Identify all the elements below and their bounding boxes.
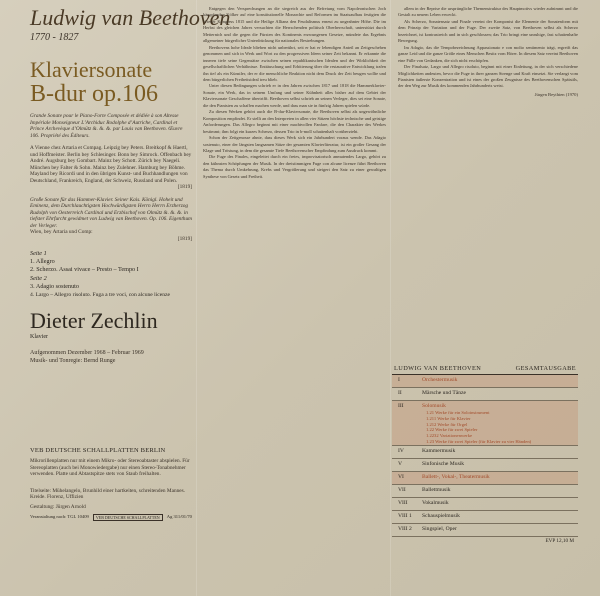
left-column <box>30 5 231 521</box>
complete-edition-row <box>392 446 578 459</box>
notes-paragraph: Beethovens hohe Ideale blieben nicht unberührt, seit er hat er lebendigen Anteil an Zeitgeschehen genommen und sich in Werk und Wort zu den progressiven Ideen seiner Zeit bekannt. Er erkannte die inneren tiefe seine Gegensätze zwischen seinen republikanischen Idealen und der Wirklichkeit der gesellschaftlichen Verhältnisse. Enttäuschung und Erbitterung über die restaurative Entwicklung trafen ihn tief als ein Künstler, der er die menschliche Reaktion nicht dem Druck der Zeit beugen wollte und dem bürgerlichen Freiheitsideal treu blieb. <box>203 44 386 82</box>
complete-edition-row <box>392 498 578 511</box>
series-number: V <box>398 460 403 467</box>
series-number: III <box>398 403 404 409</box>
series-subitem: 1.22 Werke für zwei Spieler <box>426 427 478 433</box>
licence-code: Veranstaltung nach: TGL 10409 <box>30 514 89 520</box>
second-edition-year: [1819] <box>177 235 192 242</box>
complete-edition-label: GESAMTAUSGABE <box>515 365 576 372</box>
series-subitem: 1.2232 Variationenwerke <box>426 433 473 439</box>
series-title: Sinfonische Musik <box>422 460 465 467</box>
series-title: Ballettmusik <box>422 486 451 493</box>
series-title-block <box>418 487 578 494</box>
movement-item: 1. Allegro <box>30 258 55 266</box>
complete-edition-row <box>392 485 578 498</box>
complete-edition-row <box>392 511 578 524</box>
first-edition-title: Grande Sonate pour le Piano-Forte Composée et dédiée à son Altesse Impériale Monseigneur L’Archiduc Rodolphe d’Autriche, Cardinal et Prince Archevèque d’Olmütz &. &. &. par Louis van Beethoven. Œuvre 106. Propriété des Éditeurs. <box>30 113 183 139</box>
complete-edition-header <box>392 365 578 375</box>
composer-dates: 1770 - 1827 <box>30 32 79 43</box>
liner-notes-column-1 <box>203 6 386 591</box>
design-credit: Gestaltung: Jürgen Arnold <box>30 503 86 510</box>
series-title: Solomusik <box>422 403 446 409</box>
performer-role: Klavier <box>30 334 48 341</box>
first-edition-year: [1819] <box>177 184 192 190</box>
series-subitem: 1.21 Werke für ein Soloinstrument <box>426 410 490 415</box>
series-number: II <box>398 390 402 396</box>
series-number: VIII 2 <box>398 525 412 532</box>
series-subitem: 1.212 Werke für Orgel <box>426 421 468 427</box>
notes-paragraph: Der Finalsatz, Largo und Allegro risoluto, beginnt mit einer Einleitung, in der sich verschiedene Möglichkeiten andeuten, bevor die Fuge in ihrer ganzen Strenge und Kraft einsetzt. Sie verlangt vom Pianisten äußerste Konzentration und ist eines der großen Zeugnisse des Beethovenschen Spätstils, der den Weg zur Musik des kommenden Jahrhunderts weist. <box>398 64 578 89</box>
notes-paragraph: Unter diesen Bedingungen schrieb er in den Jahren zwischen 1817 und 1818 die Hammerklavier-Sonate, ein Werk, das in seinem Umfang und seiner Kühnheit alles bisher auf dem Gebiet der Klaviersonate Geschaffene übertrifft. Beethoven selbst schrieb an seinen Verleger, dies sei eine Sonate, die den Pianisten zu schaffen machen werde, und dass man sie in fünfzig Jahren spielen würde. <box>203 83 386 108</box>
series-title: Ballett-, Vokal-, Theatermusik <box>422 473 490 480</box>
notes-paragraph: Im Adagio, das die Tempobezeichnung Appassionato e con molto sentimento trägt, ergreift das ganze Leid und die ganze Größe eines Menschen Besitz vom Hörer. In diesem Satz vereint Beethoven eine Fülle von Gedanken, die sich nicht erschöpfen. <box>398 44 578 63</box>
notes-paragraph: Als Scherzo, Sonatensatz und Finale vereint der Komponist die Elemente der Sonatenform mit dem Prinzip der Variation und der Fuge. Der zweite Satz, von Beethoven selbst als Scherzo bezeichnet, ist kontrastreich und in sich geschlossen; das Trio bringt eine unruhige, fast schattenhafte Bewegung. <box>398 18 578 44</box>
notes-paragraph: Entgegen den Versprechungen an die siegreich aus der Befreiung vom Napoleonischen Joch kämpfenden Völker auf eine konstitutionelle Monarchie und Reformen im Staatsaufbau festigten die Wiener Kongress 1815 und die Heilige Allianz den Feudalismus erneut zu ungeahnter Höhe. Die im Herbst des gleichen Jahres versuchten die Herrschenden politisch Oberherrschaft, unterstützt durch Metternich und die gegen die Fürsten des Kontinents erzwungenen Gesetze, mündete das Ergebnis allgemeiner bürgerlicher Unterdrückung für nationales Bestrebungen. <box>203 6 386 44</box>
cover-credit: Titelseite: Mühelangelo, Brunhild einer hartkeiten, schreitenden Mannes. Kreide. Florenz, Uffizien <box>30 487 185 501</box>
complete-edition-row <box>392 472 578 485</box>
movement-item: 4. Largo – Allegro risoluto. Fuga a tre voci, con alcune licenze <box>30 292 171 299</box>
series-title-block <box>418 403 578 445</box>
price-code: EVP 12,10 M <box>545 537 574 544</box>
label-name: VEB DEUTSCHE SCHALLPLATTEN BERLIN <box>30 447 166 455</box>
complete-edition-composer: LUDWIG VAN BEETHOVEN <box>394 365 482 372</box>
column-divider <box>390 0 391 596</box>
recording-dates: Aufgenommen Dezember 1968 – Februar 1969 <box>30 350 144 357</box>
series-title-block <box>418 500 578 507</box>
column-divider <box>196 0 197 596</box>
series-title: Schauspielmusik <box>422 512 460 519</box>
series-title-block <box>418 461 578 468</box>
playback-disclaimer: Mikrorillenplatten nur mit einem Mikro- oder Stereoabtaster abspielen. Für Stereoplatten (auch bei Monowiedergabe) nur einen Stereo-Tonabnehmer verwenden. Platte und Abtastspitze stets von Staub freihalten. <box>30 458 190 478</box>
series-number: VIII <box>398 499 408 506</box>
recording-director: Musik- und Tonregie: Bernd Runge <box>30 357 116 364</box>
series-title-block <box>418 474 578 481</box>
series-subitem: 1.211 Werke für Klavier <box>426 415 471 421</box>
complete-edition-row <box>392 524 578 537</box>
work-title: Klaviersonate <box>30 57 153 82</box>
series-title-block <box>418 513 578 520</box>
complete-edition-rows <box>392 375 578 537</box>
performer-name: Dieter Zechlin <box>30 308 158 334</box>
second-edition-publisher: Wien, bey Artaria und Comp: <box>30 229 93 235</box>
movement-item: 2. Scherzo. Assai vivace – Presto – Tempo I <box>30 266 139 274</box>
side-label: Seite 1 <box>30 250 47 257</box>
liner-notes-column-2 <box>398 6 578 356</box>
series-number: VIII 1 <box>398 512 412 519</box>
side-label: Seite 2 <box>30 274 47 282</box>
bottom-codes <box>30 514 192 521</box>
complete-edition-row <box>392 459 578 472</box>
series-title: Vokalmusik <box>422 499 449 506</box>
series-number: I <box>398 377 400 383</box>
series-title-block <box>418 526 578 533</box>
label-logo: VEB DEUTSCHE SCHALLPLATTEN <box>93 514 163 521</box>
work-key: B-dur op.106 <box>30 81 158 107</box>
series-title: Märsche und Tänze <box>422 390 467 396</box>
movement-item: 3. Adagio sostenuto <box>30 282 79 290</box>
movement-list <box>30 250 192 299</box>
series-title-block <box>418 448 578 455</box>
notes-paragraph: Zu diesen Werken gehört auch die B-dur-Klaviersonate, die Beethoven selbst als ungewöhnliche Komposition empfindet. Er stellt an den Interpreten in allen vier Sätzen höchste technische und geistige Anforderungen. Das Allegro beginnt mit einer machtvollen Fanfare, die den Charakter des Werkes bestimmt; ihm folgt ein kurzes Scherzo, dessen Trio in b-moll schattenhaft vorüberzieht. <box>203 109 386 134</box>
complete-edition-table <box>392 365 578 587</box>
series-title-block <box>418 390 578 397</box>
series-title: Singspiel, Oper <box>422 525 457 532</box>
series-sublist <box>422 410 578 445</box>
series-title: Orchestermusik <box>422 377 458 383</box>
first-edition-publishers: A Vienne chez Artaria et Compag. Leipzig bey Peters. Breitkopf & Haertl, und Hoffmeister. Berlin bey Schlesinger. Bonn bey Simrock. Offenbach bey André. Augsburg bey Gombart. Mainz bey Schott. Zürich bey Naegeli. München bey Falter & Sohn. Mainz bey Zulehner. Hamburg bey Böhme. Mayland bey Ricordi und in den übrigen Kunst- und Buchhandlungen von Deutschland, Frankreich, England, der Schweiz, Russland und Polen. <box>30 145 192 184</box>
series-title: Kammermusik <box>422 447 456 454</box>
second-edition-title: Große Sonate für das Hammer-Klavier. Seiner Kais. Königl. Hoheit und Eminenz, dem Durchlauchtigsten Hochwürdigsten Herrn Herrn Erzherzog Rudolph von Oesterreich Cardinal und Erzbischof von Olmütz &. &. &. in tiefster Ehrfurcht gewidmet von Ludwig van Beethoven. Op. 106. Eigenthum der Verleger. <box>30 196 192 229</box>
notes-paragraph: Schon der Zeitgenosse ahnte, dass dieses Werk sich ein Jahrhundert voraus wende. Das Adagio sostenuto, einer der längsten langsamen Sätze der gesamten Klavierliteratur, ist ein großer Gesang der Klage und Tröstung, in dem die gesamte Tiefe Beethovenscher Empfindung zum Ausdruck kommt. <box>203 135 386 153</box>
complete-edition-row <box>392 375 578 388</box>
notes-author: Jürgen Beythien (1970) <box>534 91 578 97</box>
complete-edition-row <box>392 388 578 401</box>
notes-paragraph: allem in der Reprise die ursprüngliche Themenstruktur des Hauptmotivs wieder aufnimmt und die Gestalt zu neuem Leben erweckt. <box>398 6 578 18</box>
print-code: Ag 311/01/70 <box>166 514 192 520</box>
series-subitem: 1.23 Werke für zwei Spieler (für Klavier zu vier Händen) <box>426 438 532 444</box>
composer-name: Ludwig van Beethoven <box>30 5 231 30</box>
series-number: VI <box>398 473 404 480</box>
series-number: VII <box>398 486 406 493</box>
complete-edition-row <box>392 401 578 446</box>
series-number: IV <box>398 447 404 454</box>
series-title-block <box>418 377 578 384</box>
notes-paragraph: Die Fuge des Finales, eingeleitet durch ein freies, improvisatorisch anmutendes Largo, gehört zu den kühnsten Schöpfungen der Musik. In der dreistimmigen Fuge con alcune licenze führt Beethoven das Thema durch Umkehrung, Krebs und Vergrößerung und steigert den Satz zu einer gewaltigen Synthese von Gesetz und Freiheit. <box>203 154 386 179</box>
complete-edition-footer <box>392 537 578 545</box>
